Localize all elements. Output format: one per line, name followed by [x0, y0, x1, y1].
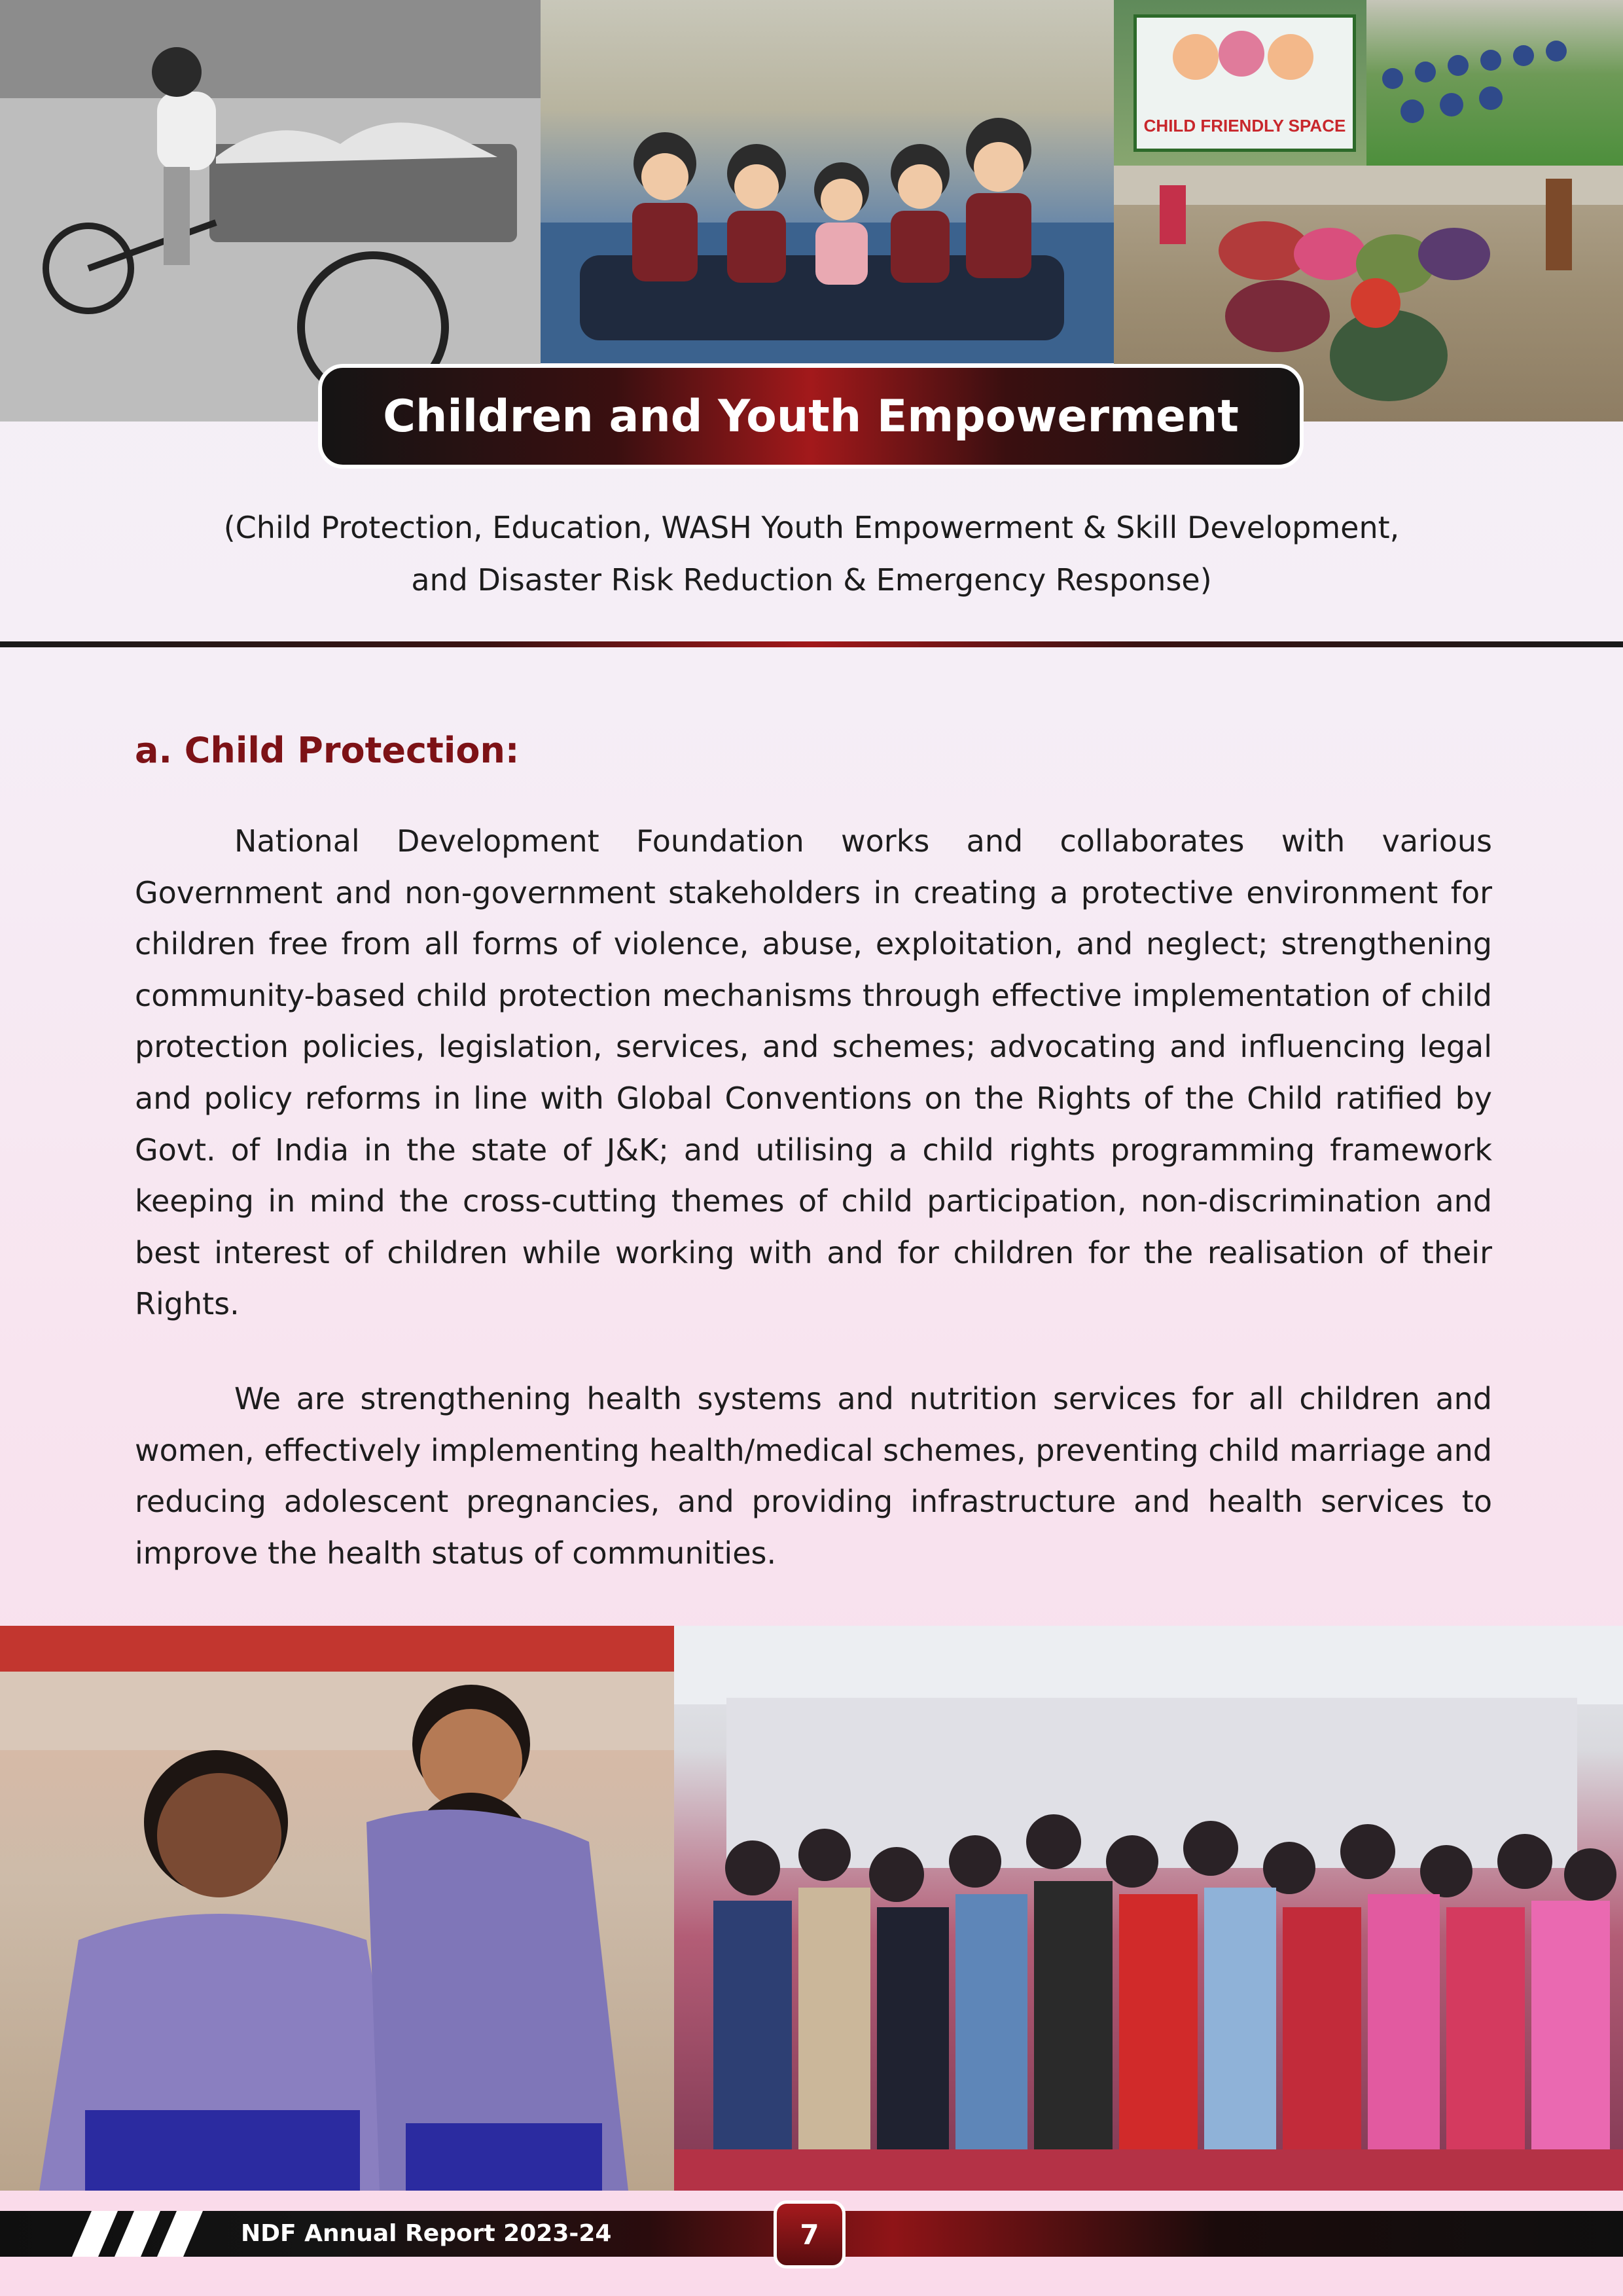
- footer-stripes-icon: [72, 2211, 216, 2257]
- page-number-value: 7: [800, 2218, 819, 2251]
- subtitle-line-2: and Disaster Risk Reduction & Emergency Response): [411, 562, 1212, 598]
- subtitle-line-1: (Child Protection, Education, WASH Youth Empowerment & Skill Development,: [223, 510, 1400, 545]
- photo-two-boys-smiling: [0, 1626, 674, 2191]
- page-title: Children and Youth Empowerment: [383, 390, 1239, 442]
- photo-group-of-girls-cheering: [674, 1626, 1623, 2191]
- photo-child-friendly-space-sign: [1114, 0, 1366, 166]
- section-divider: [0, 641, 1623, 647]
- boys-illustration: [0, 1626, 674, 2191]
- photo-children-on-lawn: [1366, 0, 1623, 166]
- photo-boy-on-cycle-cart: [0, 0, 541, 422]
- lawn-illustration: [1366, 0, 1623, 166]
- cfs-sign-figures: [1137, 18, 1346, 109]
- body-paragraph-2: We are strengthening health systems and nutrition services for all children and women, effectively implementing health/medical schemes, preventing child marriage and reducing adolescent pregnancies, and providing infrastructure and health services to improve the health status of communities.: [135, 1381, 1492, 1571]
- page-number: [774, 2200, 846, 2269]
- photo-children-sitting-group: [541, 0, 1114, 363]
- cfs-signboard: [1133, 14, 1356, 152]
- body-paragraph-1: National Development Foundation works and collaborates with various Government and non-government stakeholders in creating a protective environment for children free from all forms of violence, abuse, exploitation, and neglect; strengthening community-based child protection mechanisms through effective implementation of child protection policies, legislation, services, and schemes; advocating and influencing legal and policy reforms in line with Global Conventions on the Rights of the Child ratified by Govt. of India in the state of J&K; and utilising a child rights programming framework keeping in mind the cross-cutting themes of child participation, non-discrimination and best interest of children while working with and for children for the realisation of their Rights.: [135, 823, 1492, 1322]
- section-heading: a. Child Protection:: [135, 730, 520, 771]
- cyclist-illustration: [0, 0, 541, 422]
- footer-report-title: NDF Annual Report 2023-24: [241, 2220, 612, 2247]
- children-group-illustration: [541, 0, 1114, 363]
- cfs-sign-text: CHILD FRIENDLY SPACE: [1143, 116, 1346, 135]
- crowd-illustration: [674, 1626, 1623, 2191]
- page-title-banner: [318, 364, 1304, 469]
